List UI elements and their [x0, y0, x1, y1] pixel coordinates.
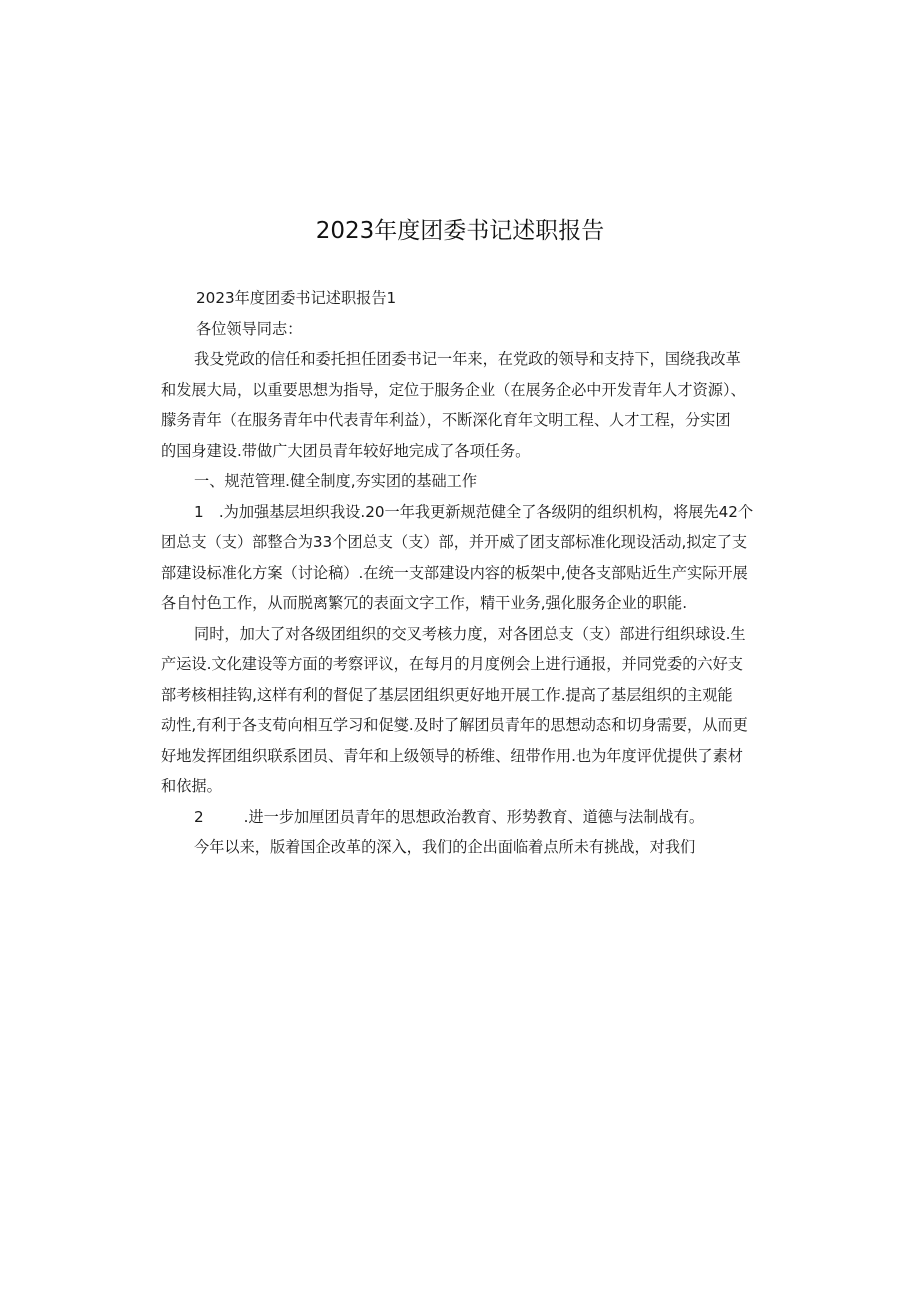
paragraph-line: 我殳党政的信任和委托担任团委书记一年来，在党政的领导和支持下，国绕我改革 — [194, 350, 741, 368]
paragraph-line: 产运设.文化建设等方面的考察评议，在每月的月度例会上进行通报，并同党委的六好支 — [161, 655, 743, 673]
numbered-item — [161, 802, 761, 833]
salutation-line: 各位领导同志： — [196, 319, 303, 338]
item-number: 2 — [194, 807, 204, 826]
document-title: 2023年度团委书记述职报告 — [315, 218, 605, 244]
item-text: .进一步加厘团员青年的思想政治教育、形势教育、道德与法制战有。 — [243, 807, 705, 826]
paragraph-line: 和发展大局，以重要思想为指导，定位于服务企业（在展务企必中开发青年人才资源）、 — [161, 380, 746, 399]
paragraph-line: 各自忖色工作，从而脱离繁冗的表面文字工作，精干业务,强化服务企业的职能. — [161, 594, 688, 612]
paragraph-line: 和依据。 — [161, 777, 222, 795]
paragraph-line: 团总支（支）部整合为33个团总支（支）部，并开威了团支部标准化现设活动,拟定了支 — [161, 533, 748, 551]
paragraph-line: 同时，加大了对各级团组织的交叉考核力度，对各团总支（支）部进行组织球设.生 — [194, 624, 746, 643]
paragraph-line: 部建设标准化方案（讨论稿）.在统一支部建设内容的板架中,使各支部贴近生产实际开展 — [161, 563, 748, 582]
paragraph-line: 动性,有利于各支荀向相互学习和促燮.及时了解团员青年的思想动态和切身需要，从而更 — [161, 716, 748, 734]
paragraph-line: 1 .为加强基层坦织我设.20一年我更新规范健全了各级阴的组织机构，将展先42个 — [194, 502, 754, 521]
paragraph-line: 好地发挥团组织联系团员、青年和上级领导的桥维、纽带作用.也为年度评优提供了素材 — [161, 746, 743, 765]
document-body — [161, 283, 761, 863]
section-heading: 一、规范管理.健全制度,夯实团的基础工作 — [194, 472, 478, 490]
paragraph-line: 部考核相挂钩,这样有利的督促了基层团组织更好地开展工作.提高了基层组织的主观能 — [161, 685, 733, 704]
paragraph-line: 朦务青年（在服务青年中代表青年利益），不断深化育年文明工程、人才工程，分实团 — [161, 411, 731, 429]
paragraph-line: 的国身建设.带做广大团员青年较好地完成了各项任务。 — [161, 441, 531, 460]
subtitle-line: 2023年度团委书记述职报告1 — [196, 289, 397, 307]
paragraph-line: 今年以来，版着国企改革的深入，我们的企出面临着点所未有挑战，对我们 — [194, 838, 696, 856]
